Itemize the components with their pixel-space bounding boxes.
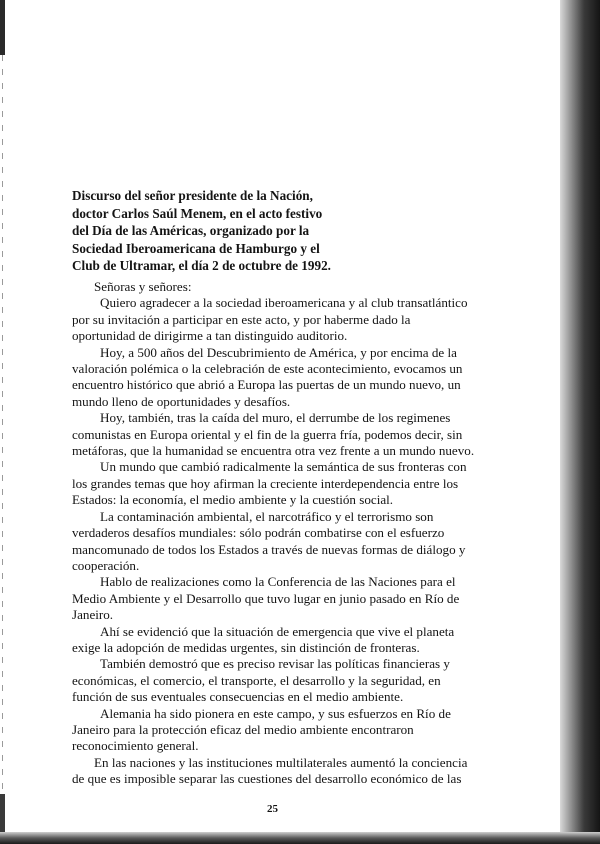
body-line: Señoras y señores: — [94, 279, 192, 294]
body-line: exige la adopción de medidas urgentes, sin distinción de fronteras. — [72, 639, 420, 655]
scan-edge-left-top — [0, 0, 5, 55]
body-line: Estados: la economía, el medio ambiente y la cuestión social. — [72, 492, 394, 508]
body-line: La contaminación ambiental, el narcotráfico y el terrorismo son — [100, 508, 434, 524]
speech-title — [72, 187, 402, 275]
body-line: Janeiro para la protección eficaz del medio ambiente encontraron — [72, 721, 414, 737]
body-line: mancomunado de todos los Estados a través de nuevas formas de diálogo y — [72, 541, 466, 557]
body-line: Alemania ha sido pionera en este campo, y sus esfuerzos en Río de — [100, 705, 451, 721]
page-number: 25 — [267, 803, 278, 815]
body-line: económicas, el comercio, el transporte, el desarrollo y la seguridad, en — [72, 672, 441, 688]
scan-edge-left-line — [2, 55, 3, 795]
body-line: valoración polémica o la celebración de este acontecimiento, evocamos un — [72, 361, 463, 377]
body-line: de que es imposible separar las cuestiones del desarrollo económico de las — [72, 771, 462, 787]
body-line: Ahí se evidenció que la situación de emergencia que vive el planeta — [100, 623, 455, 639]
title-line: Discurso del señor presidente de la Nación, — [72, 188, 313, 203]
body-line: Medio Ambiente y el Desarrollo que tuvo lugar en junio pasado en Río de — [72, 590, 460, 606]
title-line: Club de Ultramar, el día 2 de octubre de 1992. — [72, 258, 331, 274]
title-line: del Día de las Américas, organizado por la — [72, 223, 310, 239]
title-line: Sociedad Iberoamericana de Hamburgo y el — [72, 240, 320, 256]
body-line: verdaderos desafíos mundiales: sólo podrán combatirse con el esfuerzo — [72, 525, 445, 541]
body-line: Janeiro. — [72, 607, 114, 623]
scan-edge-bottom — [0, 832, 600, 844]
body-line: mundo lleno de oportunidades y desafíos. — [72, 393, 291, 409]
body-line: por su invitación a participar en este acto, y por haberme dado la — [72, 311, 411, 327]
speech-body — [72, 279, 482, 788]
body-line: Un mundo que cambió radicalmente la semántica de sus fronteras con — [100, 459, 467, 475]
scan-edge-right — [560, 0, 600, 844]
body-line: Quiero agradecer a la sociedad iberoamericana y al club transatlántico — [100, 295, 468, 311]
body-line: reconocimiento general. — [72, 738, 199, 754]
body-line: Hoy, a 500 años del Descubrimiento de América, y por encima de la — [100, 344, 457, 360]
body-line: También demostró que es preciso revisar las políticas financieras y — [100, 656, 450, 672]
title-line: doctor Carlos Saúl Menem, en el acto festivo — [72, 205, 323, 221]
body-line: los grandes temas que hoy afirman la creciente interdependencia entre los — [72, 475, 459, 491]
body-line: oportunidad de dirigirme a tan distinguido auditorio. — [72, 328, 348, 344]
body-line: comunistas en Europa oriental y el fin de la guerra fría, podemos decir, sin — [72, 426, 463, 442]
body-line: función de sus eventuales consecuencias en el medio ambiente. — [72, 689, 404, 705]
body-line: metáforas, que la humanidad se encuentra otra vez frente a un mundo nuevo. — [72, 443, 475, 459]
body-line: cooperación. — [72, 557, 140, 573]
body-line: Hoy, también, tras la caída del muro, el derrumbe de los regimenes — [100, 410, 451, 426]
body-line: En las naciones y las instituciones multilaterales aumentó la conciencia — [94, 754, 468, 770]
body-line: encuentro histórico que abrió a Europa las puertas de un mundo nuevo, un — [72, 377, 461, 393]
body-line: Hablo de realizaciones como la Conferencia de las Naciones para el — [100, 574, 456, 590]
